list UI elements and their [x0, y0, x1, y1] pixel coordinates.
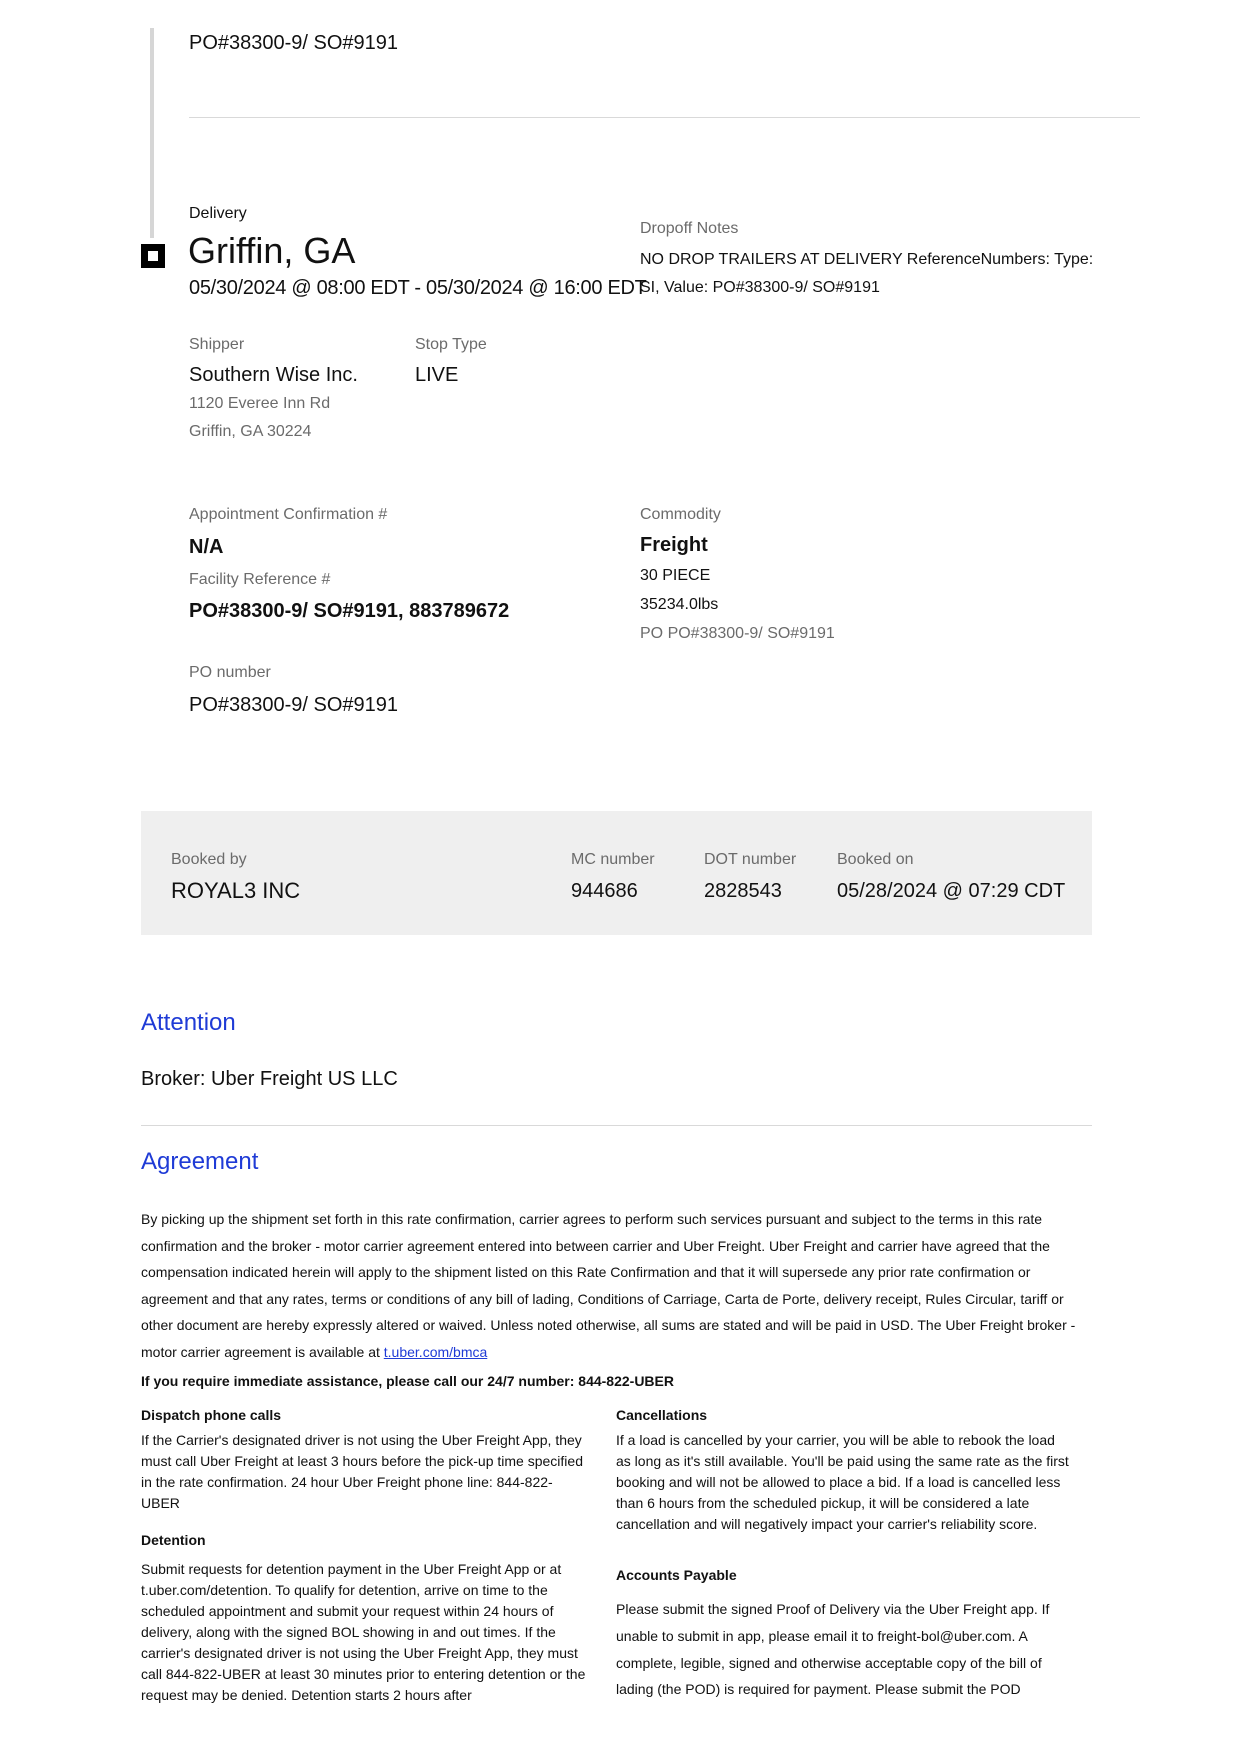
- detention-section: [141, 1530, 591, 1706]
- commodity-weight: 35234.0lbs: [640, 596, 719, 613]
- detention-title: Detention: [141, 1532, 206, 1548]
- divider: [141, 1125, 1092, 1126]
- attention-heading: Attention: [141, 1009, 236, 1036]
- booked-on-label: Booked on: [837, 851, 914, 868]
- commodity-label: Commodity: [640, 506, 721, 523]
- agreement-text: By picking up the shipment set forth in this rate confirmation, carrier agrees to perform such services pursuant and subject to the terms in this rate confirmation and the broker - motor carrier agreement entered into between carrier and Uber Freight. Uber Freight and carrier have agreed that the compensation indicated herein will apply to the shipment listed on this Rate Confirmation and that it will supersede any prior rate confirmation or agreement and that any rates, terms or conditions of any bill of lading, Conditions of Carriage, Carta de Porte, delivery receipt, Rules Circular, tariff or other document are hereby expressly altered or waived. Unless noted otherwise, all sums are stated and will be paid in USD. The Uber Freight broker - motor carrier agreement is available at: [141, 1211, 1076, 1360]
- shipper-name: Southern Wise Inc.: [189, 364, 358, 386]
- timeline-line: [150, 28, 154, 238]
- booked-on: 05/28/2024 @ 07:29 CDT: [837, 880, 1066, 902]
- bmca-link[interactable]: t.uber.com/bmca: [383, 1343, 488, 1360]
- divider: [189, 117, 1140, 118]
- dropoff-notes: NO DROP TRAILERS AT DELIVERY ReferenceNumbers: Type: SI, Value: PO#38300-9/ SO#9191: [640, 251, 1094, 296]
- stop-time-window: 05/30/2024 @ 08:00 EDT - 05/30/2024 @ 16:00 EDT: [189, 277, 647, 299]
- appointment-label: Appointment Confirmation #: [189, 506, 388, 523]
- accounts-payable-body: Please submit the signed Proof of Delivery via the Uber Freight app. If unable to submit in app, please email it to freight-bol@uber.com. A complete, legible, signed and otherwise acceptable copy of the bill of lading (the POD) is required for payment. Please submit the POD: [616, 1601, 1050, 1698]
- po-number-value: PO#38300-9/ SO#9191: [189, 694, 399, 716]
- dot-number-label: DOT number: [704, 851, 797, 868]
- commodity-name: Freight: [640, 534, 708, 556]
- agreement-body: [141, 1206, 1081, 1366]
- dot-number: 2828543: [704, 880, 782, 902]
- accounts-payable-title: Accounts Payable: [616, 1567, 737, 1583]
- broker-line: Broker: Uber Freight US LLC: [141, 1068, 398, 1090]
- stop-type-label: Stop Type: [415, 336, 487, 353]
- cancellations-body: If a load is cancelled by your carrier, you will be able to rebook the load as long as it's still available. You'll be paid using the same rate as the first booking and will not be allowed to place a bid. If a load is cancelled less than 6 hours from the scheduled pickup, it will be considered a late cancellation and will negatively impact your carrier's reliability score.: [616, 1432, 1069, 1532]
- shipper-address-line2: Griffin, GA 30224: [189, 423, 312, 440]
- cancellations-title: Cancellations: [616, 1407, 708, 1423]
- booking-panel: [141, 811, 1092, 935]
- stop-type: LIVE: [415, 364, 459, 386]
- commodity-po: PO PO#38300-9/ SO#9191: [640, 625, 835, 642]
- facility-reference-label: Facility Reference #: [189, 571, 331, 588]
- facility-reference-value: PO#38300-9/ SO#9191, 883789672: [189, 600, 510, 622]
- stop-city: Griffin, GA: [188, 230, 356, 271]
- detention-body: Submit requests for detention payment in the Uber Freight App or at t.uber.com/detention. To qualify for detention, arrive on time to the scheduled appointment and submit your request within 24 hours of delivery, along with the signed BOL showing in and out times. If the carrier's designated driver is not using the Uber Freight App, they must call 844-822-UBER at least 30 minutes prior to entering detention or the request may be denied. Detention starts 2 hours after: [141, 1561, 586, 1703]
- dispatch-section: [141, 1405, 591, 1514]
- commodity-pieces: 30 PIECE: [640, 567, 711, 584]
- accounts-payable-section: [616, 1565, 1071, 1703]
- stop-marker-icon: [141, 244, 165, 268]
- dispatch-body: If the Carrier's designated driver is not using the Uber Freight App, they must call Uber Freight at least 3 hours before the pick-up time specified in the rate confirmation. 24 hour Uber Freight phone line: 844-822-UBER: [141, 1432, 583, 1511]
- mc-number-label: MC number: [571, 851, 655, 868]
- shipper-label: Shipper: [189, 336, 245, 353]
- agreement-heading: Agreement: [141, 1148, 259, 1175]
- stop-kind: Delivery: [189, 205, 247, 222]
- booked-by-label: Booked by: [171, 851, 247, 868]
- dropoff-notes-label: Dropoff Notes: [640, 220, 739, 237]
- po-number-label: PO number: [189, 664, 271, 681]
- cancellations-section: [616, 1405, 1071, 1535]
- mc-number: 944686: [571, 880, 638, 902]
- booked-by: ROYAL3 INC: [171, 878, 301, 903]
- appointment-value: N/A: [189, 536, 224, 558]
- assistance-line: If you require immediate assistance, please call our 24/7 number: 844-822-UBER: [141, 1373, 674, 1389]
- top-reference: PO#38300-9/ SO#9191: [189, 32, 399, 54]
- shipper-address-line1: 1120 Everee Inn Rd: [189, 395, 331, 412]
- dispatch-title: Dispatch phone calls: [141, 1407, 282, 1423]
